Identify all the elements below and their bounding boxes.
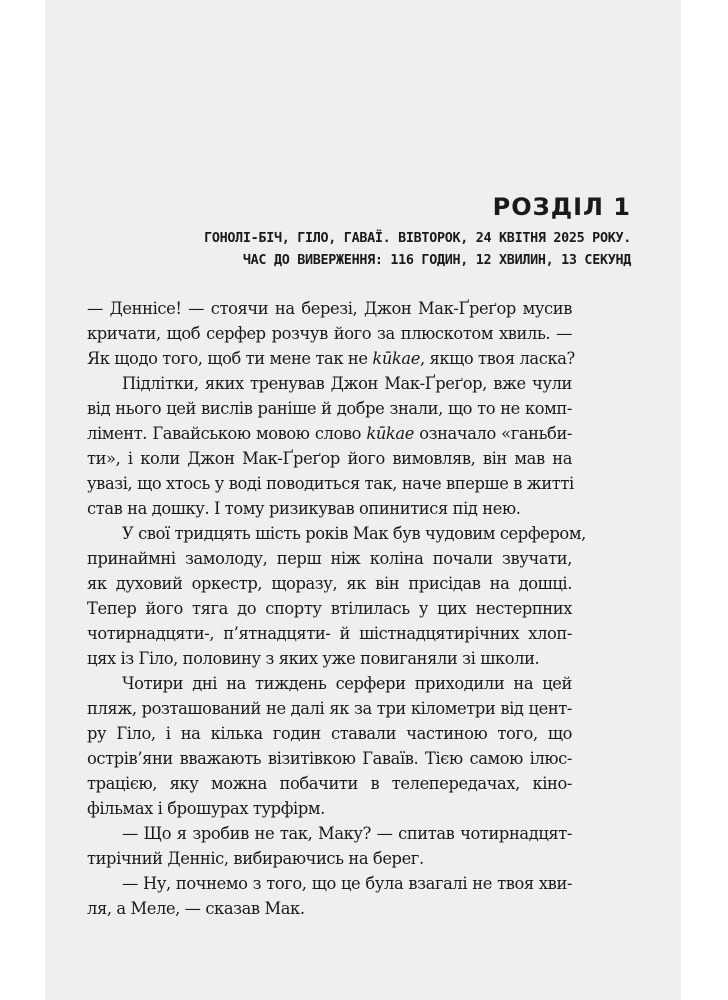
text-line: лімент. Гавайською мовою слово kūkae означало «ганьби- [87,424,573,443]
text-line: У свої тридцять шість років Мак був чудовим серфером, [122,524,586,543]
text-line: Підлітки, яких тренував Джон Мак-Ґреґор, вже чули [122,374,572,393]
text-line: кричати, щоб серфер розчув його за плюскотом хвиль. — [87,324,572,343]
text-line: Тепер його тяга до спорту втілилась у цих нестерпних [87,599,572,618]
chapter-title: РОЗДІЛ 1 [492,193,631,221]
text-line: фільмах і брошурах турфірм. [87,799,325,818]
text-line: від нього цей вислів раніше й добре знали, що то не комп- [87,399,572,418]
text-line: трацією, яку можна побачити в телепередачах, кіно- [87,774,572,793]
text-line: принаймні замолоду, перш ніж коліна почали звучати, [87,549,572,568]
text-line: — Що я зробив не так, Маку? — спитав чотирнадцят- [122,824,572,843]
text-line: Чотири дні на тиждень серфери приходили на цей [122,674,572,693]
text-line: став на дошку. І тому ризикував опинитися під нею. [87,499,521,518]
text-line: острів’яни вважають візитівкою Гаваїв. Тією самою ілюс- [87,749,572,768]
text-line: — Деннісе! — стоячи на березі, Джон Мак-Ґреґор мусив [87,299,572,318]
text-line: тирічний Денніс, вибираючись на берег. [87,849,424,868]
chapter-location: ГОНОЛІ-БІЧ, ГІЛО, ГАВАЇ. ВІВТОРОК, 24 КВІТНЯ 2025 РОКУ. [204,231,631,246]
text-line: ти», і коли Джон Мак-Ґреґор його вимовляв, він мав на [87,449,572,468]
text-line: ру Гіло, і на кілька годин ставали частиною того, що [87,724,572,743]
text-line: чотирнадцяти-, п’ятнадцяти- й шістнадцятирічних хлоп- [87,624,572,643]
text-line: ля, а Меле, — сказав Мак. [87,899,305,918]
text-line: Як щодо того, щоб ти мене так не kūkae, якщо твоя ласка? [87,349,575,368]
text-line: як духовий оркестр, щоразу, як він присідав на дошці. [87,574,572,593]
chapter-countdown: ЧАС ДО ВИВЕРЖЕННЯ: 116 ГОДИН, 12 ХВИЛИН, 13 СЕКУНД [242,253,631,268]
text-line: увазі, що хтось у воді поводиться так, наче вперше в житті [87,474,574,493]
text-line: пляж, розташований не далі як за три кілометри від цент- [87,699,572,718]
text-line: цях із Гіло, половину з яких уже повиганяли зі школи. [87,649,540,668]
text-line: — Ну, почнемо з того, що це була взагалі не твоя хви- [122,874,572,893]
